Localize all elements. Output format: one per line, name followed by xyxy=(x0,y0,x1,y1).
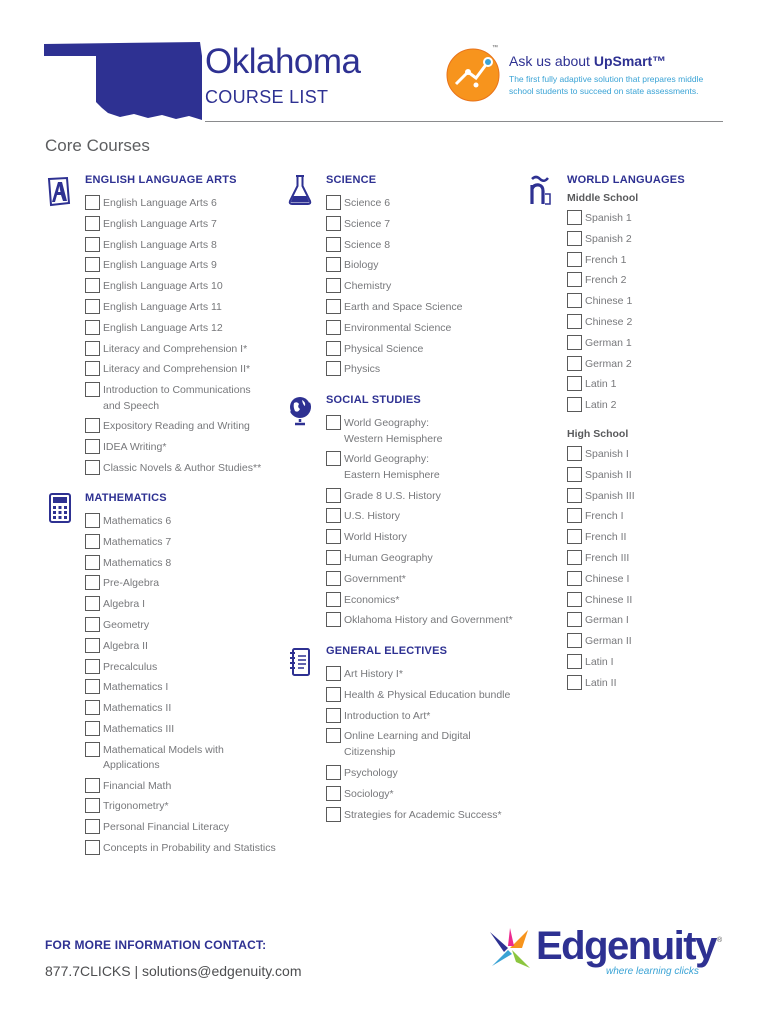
checkbox[interactable] xyxy=(85,575,100,590)
course-label: Trigonometry* xyxy=(103,800,169,813)
checkbox[interactable] xyxy=(326,415,341,430)
course-label: Strategies for Academic Success* xyxy=(344,808,502,821)
social-studies-heading: SOCIAL STUDIES xyxy=(326,394,421,406)
course-label: Psychology xyxy=(344,767,398,779)
course-label: IDEA Writing* xyxy=(103,440,167,453)
course-label: Human Geography xyxy=(344,552,433,564)
checkbox[interactable] xyxy=(567,356,582,371)
checkbox[interactable] xyxy=(85,596,100,611)
course-label: Art History I* xyxy=(344,668,403,680)
course-label: World History xyxy=(344,531,407,544)
course-label: Health & Physical Education bundle xyxy=(344,688,511,701)
course-label: French 1 xyxy=(585,253,627,266)
world-languages-heading: WORLD LANGUAGES xyxy=(567,174,685,186)
course-label: World Geography: xyxy=(344,417,430,429)
course-label: Introduction to Communications xyxy=(103,384,251,397)
contact-info[interactable]: 877.7CLICKS | solutions@edgenuity.com xyxy=(45,963,302,979)
checkbox[interactable] xyxy=(326,612,341,627)
course-label-line2: Citizenship xyxy=(344,745,396,758)
checkbox[interactable] xyxy=(567,293,582,308)
course-label: Science 6 xyxy=(344,197,391,209)
globe-icon xyxy=(287,394,313,426)
checkbox[interactable] xyxy=(85,341,100,356)
checkbox[interactable] xyxy=(85,555,100,570)
electives-heading: GENERAL ELECTIVES xyxy=(326,645,448,657)
upsmart-brand: UpSmart™ xyxy=(593,53,667,69)
checkbox[interactable] xyxy=(326,488,341,503)
course-label: Mathematics 7 xyxy=(103,535,172,548)
course-label: Oklahoma History and Government* xyxy=(344,614,513,627)
checkbox[interactable] xyxy=(85,418,100,433)
course-label: Mathematics II xyxy=(103,702,172,715)
course-label: Mathematics I xyxy=(103,681,169,694)
course-label: French I xyxy=(585,510,624,523)
checkbox[interactable] xyxy=(567,376,582,391)
course-label: German 1 xyxy=(585,336,632,349)
course-label: German I xyxy=(585,614,629,627)
course-label: Government* xyxy=(344,572,406,585)
checkbox[interactable] xyxy=(85,278,100,293)
checkbox[interactable] xyxy=(567,252,582,267)
checkbox[interactable] xyxy=(567,550,582,565)
checkbox[interactable] xyxy=(85,819,100,834)
upsmart-ask-prefix: Ask us about xyxy=(509,53,594,69)
course-label: Pre-Algebra xyxy=(103,577,160,590)
checkbox[interactable] xyxy=(326,529,341,544)
course-label: Mathematics III xyxy=(103,723,175,735)
checkbox[interactable] xyxy=(85,700,100,715)
course-label: French III xyxy=(585,552,630,564)
checkbox[interactable] xyxy=(326,592,341,607)
checkbox[interactable] xyxy=(326,320,341,335)
checkbox[interactable] xyxy=(567,612,582,627)
upsmart-tm: ™ xyxy=(492,45,498,51)
course-label: Chinese I xyxy=(585,572,630,585)
course-label: Economics* xyxy=(344,593,400,606)
course-label: Biology xyxy=(344,259,379,272)
course-label: Chinese 1 xyxy=(585,295,633,308)
course-label: German II xyxy=(585,635,632,648)
checkbox[interactable] xyxy=(567,508,582,523)
checkbox[interactable] xyxy=(85,299,100,314)
checkbox[interactable] xyxy=(326,687,341,702)
course-label: Latin 1 xyxy=(585,378,617,391)
course-label: Chinese II xyxy=(585,593,633,606)
checkbox[interactable] xyxy=(326,666,341,681)
course-label: Latin 2 xyxy=(585,399,617,412)
checkbox[interactable] xyxy=(326,550,341,565)
course-label: Mathematics 6 xyxy=(103,515,172,527)
course-label: Science 7 xyxy=(344,217,391,230)
course-label: Science 8 xyxy=(344,238,391,251)
course-label: Literacy and Comprehension I* xyxy=(103,342,248,355)
header-divider xyxy=(205,121,723,122)
checkbox[interactable] xyxy=(567,446,582,461)
checkbox[interactable] xyxy=(85,513,100,528)
course-label: Introduction to Art* xyxy=(344,709,431,722)
course-label: Mathematics 8 xyxy=(103,556,172,569)
checkbox[interactable] xyxy=(326,257,341,272)
math-heading: MATHEMATICS xyxy=(85,492,167,504)
course-label: Personal Financial Literacy xyxy=(103,821,230,834)
course-label: Environmental Science xyxy=(344,321,452,334)
checkbox[interactable] xyxy=(567,592,582,607)
course-label: Spanish 2 xyxy=(585,232,632,245)
contact-heading: FOR MORE INFORMATION CONTACT: xyxy=(45,938,267,952)
course-label: English Language Arts 11 xyxy=(103,301,222,313)
course-label: Spanish III xyxy=(585,489,635,502)
core-courses-title: Core Courses xyxy=(45,136,150,155)
checkbox[interactable] xyxy=(326,765,341,780)
world-languages-icon xyxy=(528,174,554,206)
calculator-icon xyxy=(47,492,73,524)
checkbox[interactable] xyxy=(326,341,341,356)
course-label: English Language Arts 10 xyxy=(103,280,223,293)
checkbox[interactable] xyxy=(85,721,100,736)
checkbox[interactable] xyxy=(85,237,100,252)
checkbox[interactable] xyxy=(567,571,582,586)
edgenuity-registered: ® xyxy=(717,937,723,944)
course-label: Latin II xyxy=(585,676,617,689)
middle-school-label: Middle School xyxy=(567,192,639,204)
checkbox[interactable] xyxy=(326,508,341,523)
course-label: English Language Arts 12 xyxy=(103,321,223,334)
checkbox[interactable] xyxy=(85,679,100,694)
checkbox[interactable] xyxy=(85,382,100,397)
course-label: English Language Arts 8 xyxy=(103,238,217,251)
course-label-line2: Eastern Hemisphere xyxy=(344,468,440,481)
course-label-line2: Applications xyxy=(103,759,160,772)
course-label: Expository Reading and Writing xyxy=(103,420,250,432)
checkbox[interactable] xyxy=(85,320,100,335)
course-label: French II xyxy=(585,531,627,544)
checkbox[interactable] xyxy=(567,335,582,350)
checkbox[interactable] xyxy=(326,786,341,801)
course-label-line2: Western Hemisphere xyxy=(344,432,443,445)
oklahoma-map-icon xyxy=(44,42,202,120)
course-label: Sociology* xyxy=(344,787,394,800)
course-label: Physics xyxy=(344,363,381,376)
edgenuity-logo-icon xyxy=(488,926,534,972)
checkbox[interactable] xyxy=(85,534,100,549)
checkbox[interactable] xyxy=(85,840,100,855)
checkbox[interactable] xyxy=(85,439,100,454)
checkbox[interactable] xyxy=(326,361,341,376)
checkbox[interactable] xyxy=(567,210,582,225)
course-label: Grade 8 U.S. History xyxy=(344,489,441,502)
flask-icon xyxy=(287,174,313,206)
checkbox[interactable] xyxy=(326,807,341,822)
course-label: U.S. History xyxy=(344,510,401,523)
checkbox[interactable] xyxy=(567,467,582,482)
checkbox[interactable] xyxy=(567,675,582,690)
upsmart-logo-icon xyxy=(446,48,500,102)
checkbox[interactable] xyxy=(85,216,100,231)
course-label: English Language Arts 7 xyxy=(103,217,217,230)
checkbox[interactable] xyxy=(326,728,341,743)
checkbox[interactable] xyxy=(326,299,341,314)
checkbox[interactable] xyxy=(85,638,100,653)
checkbox[interactable] xyxy=(567,488,582,503)
checkbox[interactable] xyxy=(85,195,100,210)
header xyxy=(0,0,768,130)
upsmart-tagline: The first fully adaptive solution that prepares middle school students to succeed on state assessments. xyxy=(509,74,704,96)
checkbox[interactable] xyxy=(567,231,582,246)
checkbox[interactable] xyxy=(567,529,582,544)
course-label: Physical Science xyxy=(344,342,424,355)
checkbox[interactable] xyxy=(567,397,582,412)
course-label: English Language Arts 9 xyxy=(103,259,217,272)
checkbox[interactable] xyxy=(567,314,582,329)
course-label: Earth and Space Science xyxy=(344,301,463,313)
course-label: English Language Arts 6 xyxy=(103,197,217,209)
checkbox[interactable] xyxy=(85,257,100,272)
checkbox[interactable] xyxy=(85,778,100,793)
course-label: World Geography: xyxy=(344,453,430,465)
course-label: Financial Math xyxy=(103,779,172,792)
course-label: Geometry xyxy=(103,619,150,631)
checkbox[interactable] xyxy=(567,272,582,287)
checkbox[interactable] xyxy=(567,654,582,669)
edgenuity-wordmark: Edgenuity xyxy=(536,924,716,968)
checkbox[interactable] xyxy=(326,216,341,231)
course-label: Spanish I xyxy=(585,448,629,460)
checkbox[interactable] xyxy=(326,571,341,586)
checkbox[interactable] xyxy=(85,460,100,475)
page-title: Oklahoma xyxy=(205,42,361,81)
course-label: German 2 xyxy=(585,357,632,370)
checkbox[interactable] xyxy=(326,708,341,723)
course-label: Chemistry xyxy=(344,280,392,293)
course-label: Mathematical Models with xyxy=(103,743,224,756)
science-heading: SCIENCE xyxy=(326,174,377,186)
checkbox[interactable] xyxy=(85,617,100,632)
course-label: Latin I xyxy=(585,656,614,668)
course-label: Algebra I xyxy=(103,598,146,611)
ela-heading: ENGLISH LANGUAGE ARTS xyxy=(85,174,237,186)
checkbox[interactable] xyxy=(326,278,341,293)
checkbox[interactable] xyxy=(85,361,100,376)
checkbox[interactable] xyxy=(85,659,100,674)
course-label: Literacy and Comprehension II* xyxy=(103,363,251,376)
checkbox[interactable] xyxy=(85,798,100,813)
page-subtitle: COURSE LIST xyxy=(205,87,329,107)
notebook-icon xyxy=(287,646,313,678)
course-label: Precalculus xyxy=(103,660,158,673)
high-school-label: High School xyxy=(567,428,629,440)
checkbox[interactable] xyxy=(326,237,341,252)
course-label: Online Learning and Digital xyxy=(344,730,471,743)
course-label: Concepts in Probability and Statistics xyxy=(103,842,276,854)
upsmart-ask xyxy=(509,53,666,69)
course-label: Algebra II xyxy=(103,639,148,652)
course-label: Spanish II xyxy=(585,468,632,481)
checkbox[interactable] xyxy=(326,451,341,466)
course-label: Classic Novels & Author Studies** xyxy=(103,461,262,474)
checkbox[interactable] xyxy=(326,195,341,210)
checkbox[interactable] xyxy=(85,742,100,757)
ela-book-icon xyxy=(46,176,72,208)
edgenuity-tagline: where learning clicks xyxy=(606,966,699,977)
course-label: French 2 xyxy=(585,274,627,287)
course-label: Spanish 1 xyxy=(585,212,632,224)
checkbox[interactable] xyxy=(567,633,582,648)
course-label: Chinese 2 xyxy=(585,316,633,328)
course-label-line2: and Speech xyxy=(103,399,160,412)
